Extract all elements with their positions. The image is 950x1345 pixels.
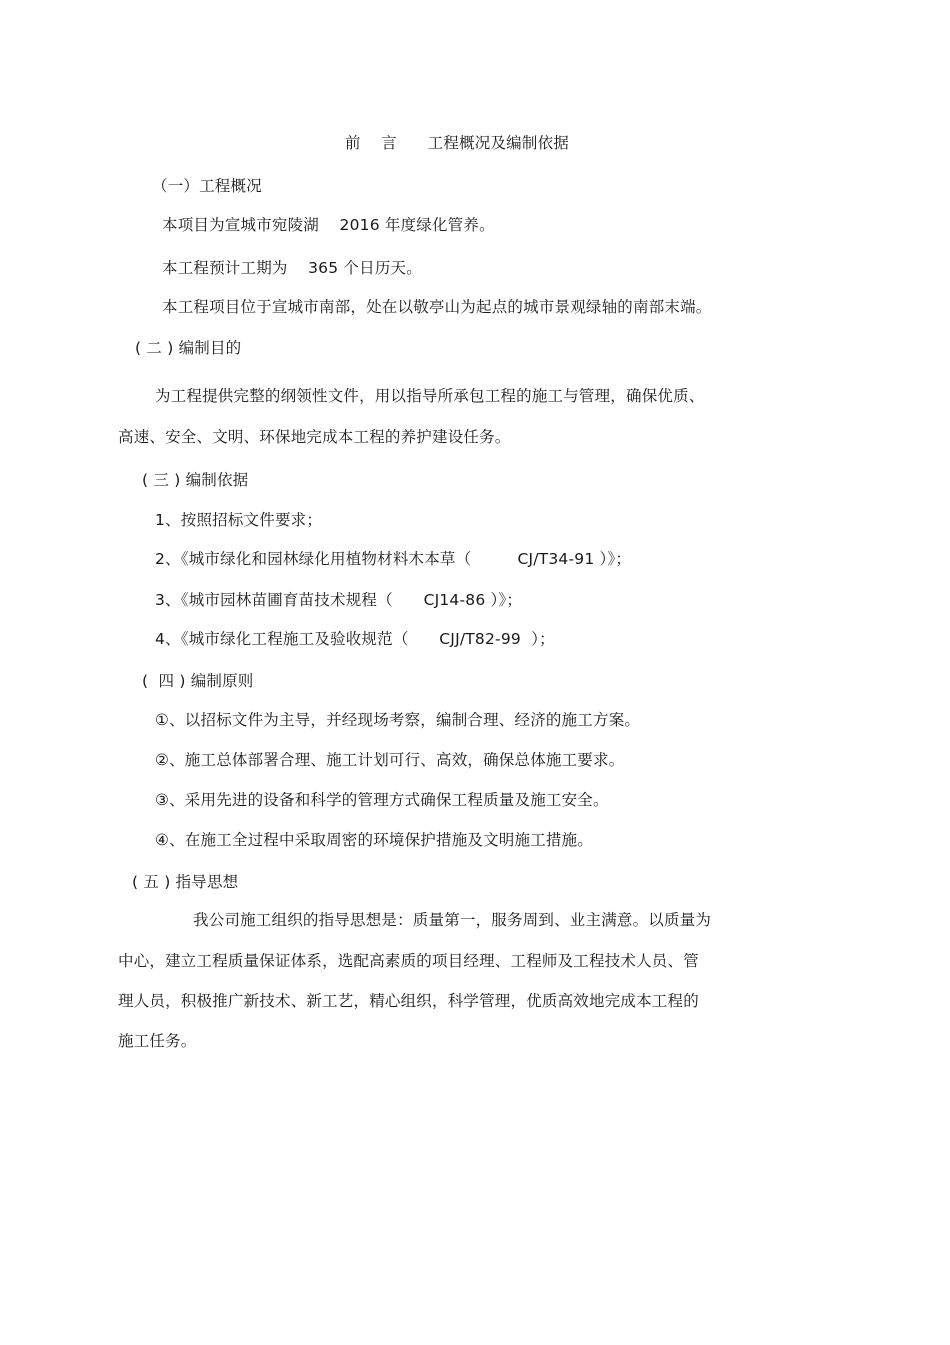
paragraph-line: 高速、安全、文明、环保地完成本工程的养护建设任务。 <box>118 428 511 446</box>
list-item: ②、施工总体部署合理、施工计划可行、高效，确保总体施工要求。 <box>155 751 625 769</box>
paragraph-line: 施工任务。 <box>118 1032 197 1050</box>
list-item: 2、《城市绿化和园林绿化用植物材料木本草（ CJ/T34-91 ）》； <box>155 550 632 568</box>
section-heading-guiding-idea: ( 五 ) 指导思想 <box>132 873 239 891</box>
section-heading-overview: （一）工程概况 <box>152 177 262 195</box>
list-item: ①、以招标文件为主导，并经现场考察，编制合理、经济的施工方案。 <box>155 711 641 729</box>
page-title: 前 言 工程概况及编制依据 <box>345 134 569 152</box>
paragraph: 本工程预计工期为 365 个日历天。 <box>162 259 422 277</box>
section-heading-purpose: ( 二 ) 编制目的 <box>135 339 242 357</box>
list-item: 3、《城市园林苗圃育苗技术规程（ CJ14-86 ）》； <box>155 591 523 609</box>
paragraph-line: 为工程提供完整的纲领性文件，用以指导所承包工程的施工与管理，确保优质、 <box>155 387 705 405</box>
section-heading-principles: ( 四 ) 编制原则 <box>142 672 254 690</box>
paragraph-line: 理人员，积极推广新技术、新工艺，精心组织，科学管理，优质高效地完成本工程的 <box>118 992 699 1010</box>
section-heading-basis: ( 三 ) 编制依据 <box>142 471 249 489</box>
paragraph: 本项目为宣城市宛陵湖 2016 年度绿化管养。 <box>162 216 495 234</box>
paragraph-line: 我公司施工组织的指导思想是：质量第一，服务周到、业主满意。以质量为 <box>193 911 712 929</box>
list-item: ④、在施工全过程中采取周密的环境保护措施及文明施工措施。 <box>155 831 593 849</box>
list-item: 1、按照招标文件要求； <box>155 511 323 529</box>
list-item: 4、《城市绿化工程施工及验收规范（ CJJ/T82-99 ）； <box>155 630 555 648</box>
paragraph: 本工程项目位于宣城市南部，处在以敬亭山为起点的城市景观绿轴的南部末端。 <box>162 298 712 316</box>
paragraph-line: 中心，建立工程质量保证体系，选配高素质的项目经理、工程师及工程技术人员、管 <box>118 952 699 970</box>
list-item: ③、采用先进的设备和科学的管理方式确保工程质量及施工安全。 <box>155 791 609 809</box>
